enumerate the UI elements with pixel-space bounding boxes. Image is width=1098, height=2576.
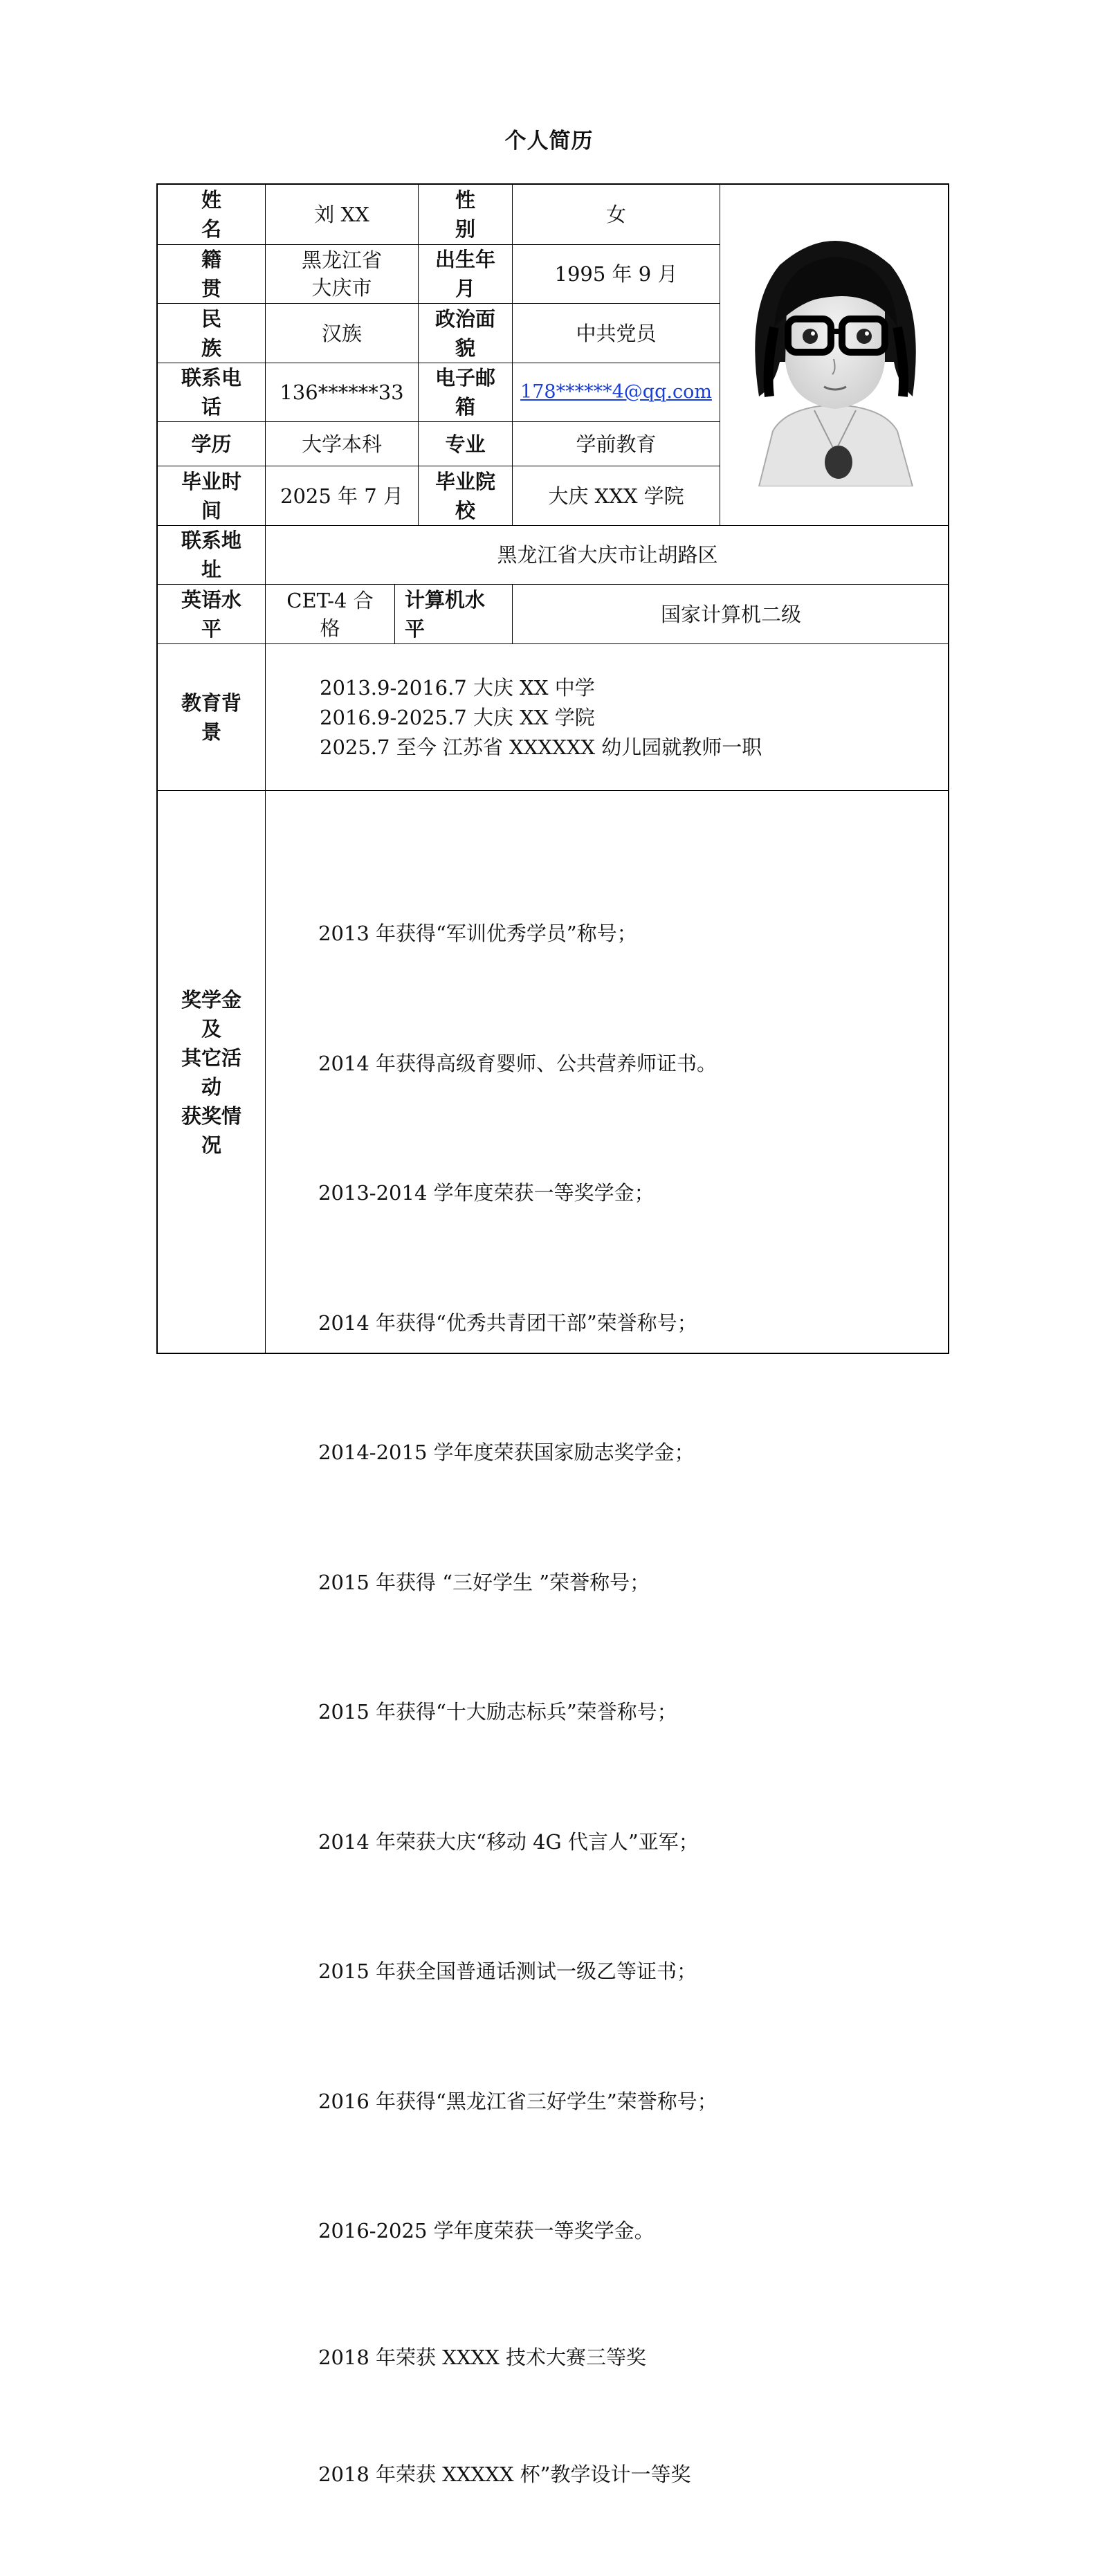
profile-photo	[720, 185, 949, 525]
list-item: 2013 年获得“军训优秀学员”称号；	[318, 922, 637, 945]
graduation-time-label: 毕业时 间	[158, 466, 265, 525]
email-cell	[512, 363, 720, 421]
email-label: 电子邮 箱	[418, 363, 512, 421]
ethnicity-label: 民 族	[158, 303, 265, 363]
list-item: 2015 年获得 “三好学生 ”荣誉称号；	[318, 1570, 650, 1594]
list-item: 2018 年荣获 XXXX 技术大赛三等奖	[318, 2345, 647, 2369]
birth-label: 出生年 月	[418, 244, 512, 303]
list-item: 2014-2015 学年度荣获国家励志奖学金；	[318, 1441, 695, 1464]
political-value: 中共党员	[512, 303, 720, 363]
phone-label: 联系电 话	[158, 363, 265, 421]
education-background-list	[265, 643, 949, 790]
awards-list	[265, 790, 949, 2486]
name-value: 刘 XX	[265, 185, 418, 244]
list-item: 2016.9-2025.7 大庆 XX 学院	[320, 706, 595, 729]
resume-table	[156, 183, 949, 2486]
address-value: 黑龙江省大庆市让胡路区	[265, 525, 949, 584]
list-item: 2018 年荣获 XXXXX 杯”教学设计一等奖	[318, 2462, 691, 2486]
list-item: 2015 年获得“十大励志标兵”荣誉称号；	[318, 1700, 677, 1724]
list-item: 2016-2025 学年度荣获一等奖学金。	[318, 2219, 655, 2242]
list-item: 2015 年获全国普通话测试一级乙等证书；	[318, 1960, 697, 1983]
list-item: 2016 年获得“黑龙江省三好学生”荣誉称号；	[318, 2089, 717, 2113]
major-label: 专业	[418, 421, 512, 466]
graduation-time-value: 2025 年 7 月	[265, 466, 418, 525]
address-label: 联系地 址	[158, 525, 265, 584]
awards-label: 奖学金 及 其它活 动 获奖情 况	[158, 790, 265, 1354]
cartoon-girl-with-glasses-icon	[731, 223, 939, 486]
computer-level-value: 国家计算机二级	[512, 584, 949, 643]
education-level-value: 大学本科	[265, 421, 418, 466]
education-level-label: 学历	[158, 421, 265, 466]
list-item: 2014 年荣获大庆“移动 4G 代言人”亚军；	[318, 1829, 699, 1854]
list-item: 2014 年获得高级育婴师、公共营养师证书。	[318, 1051, 717, 1075]
ethnicity-value: 汉族	[265, 303, 418, 363]
gender-label: 性 别	[418, 185, 512, 244]
political-label: 政治面 貌	[418, 303, 512, 363]
english-level-label: 英语水 平	[158, 584, 265, 643]
native-place-label: 籍 贯	[158, 244, 265, 303]
email-link[interactable]: 178******4@qq.com	[520, 381, 712, 403]
page-title: 个人简历	[504, 129, 594, 154]
major-value: 学前教育	[512, 421, 720, 466]
list-item: 2013-2014 学年度荣获一等奖学金；	[318, 1181, 655, 1205]
phone-value: 136******33	[265, 363, 418, 421]
education-background-label: 教育背 景	[158, 643, 265, 790]
graduation-school-label: 毕业院 校	[418, 466, 512, 525]
computer-level-label: 计算机水 平	[394, 584, 512, 643]
birth-value: 1995 年 9 月	[512, 244, 720, 303]
list-item: 2013.9-2016.7 大庆 XX 中学	[320, 676, 595, 700]
list-item: 2025.7 至今 江苏省 XXXXXX 幼儿园就教师一职	[320, 736, 762, 759]
graduation-school-value: 大庆 XXX 学院	[512, 466, 720, 525]
native-place-value: 黑龙江省 大庆市	[265, 244, 418, 303]
list-item: 2014 年获得“优秀共青团干部”荣誉称号；	[318, 1310, 697, 1335]
english-level-value: CET-4 合 格	[265, 584, 394, 643]
gender-value: 女	[512, 185, 720, 244]
name-label: 姓 名	[201, 188, 221, 241]
